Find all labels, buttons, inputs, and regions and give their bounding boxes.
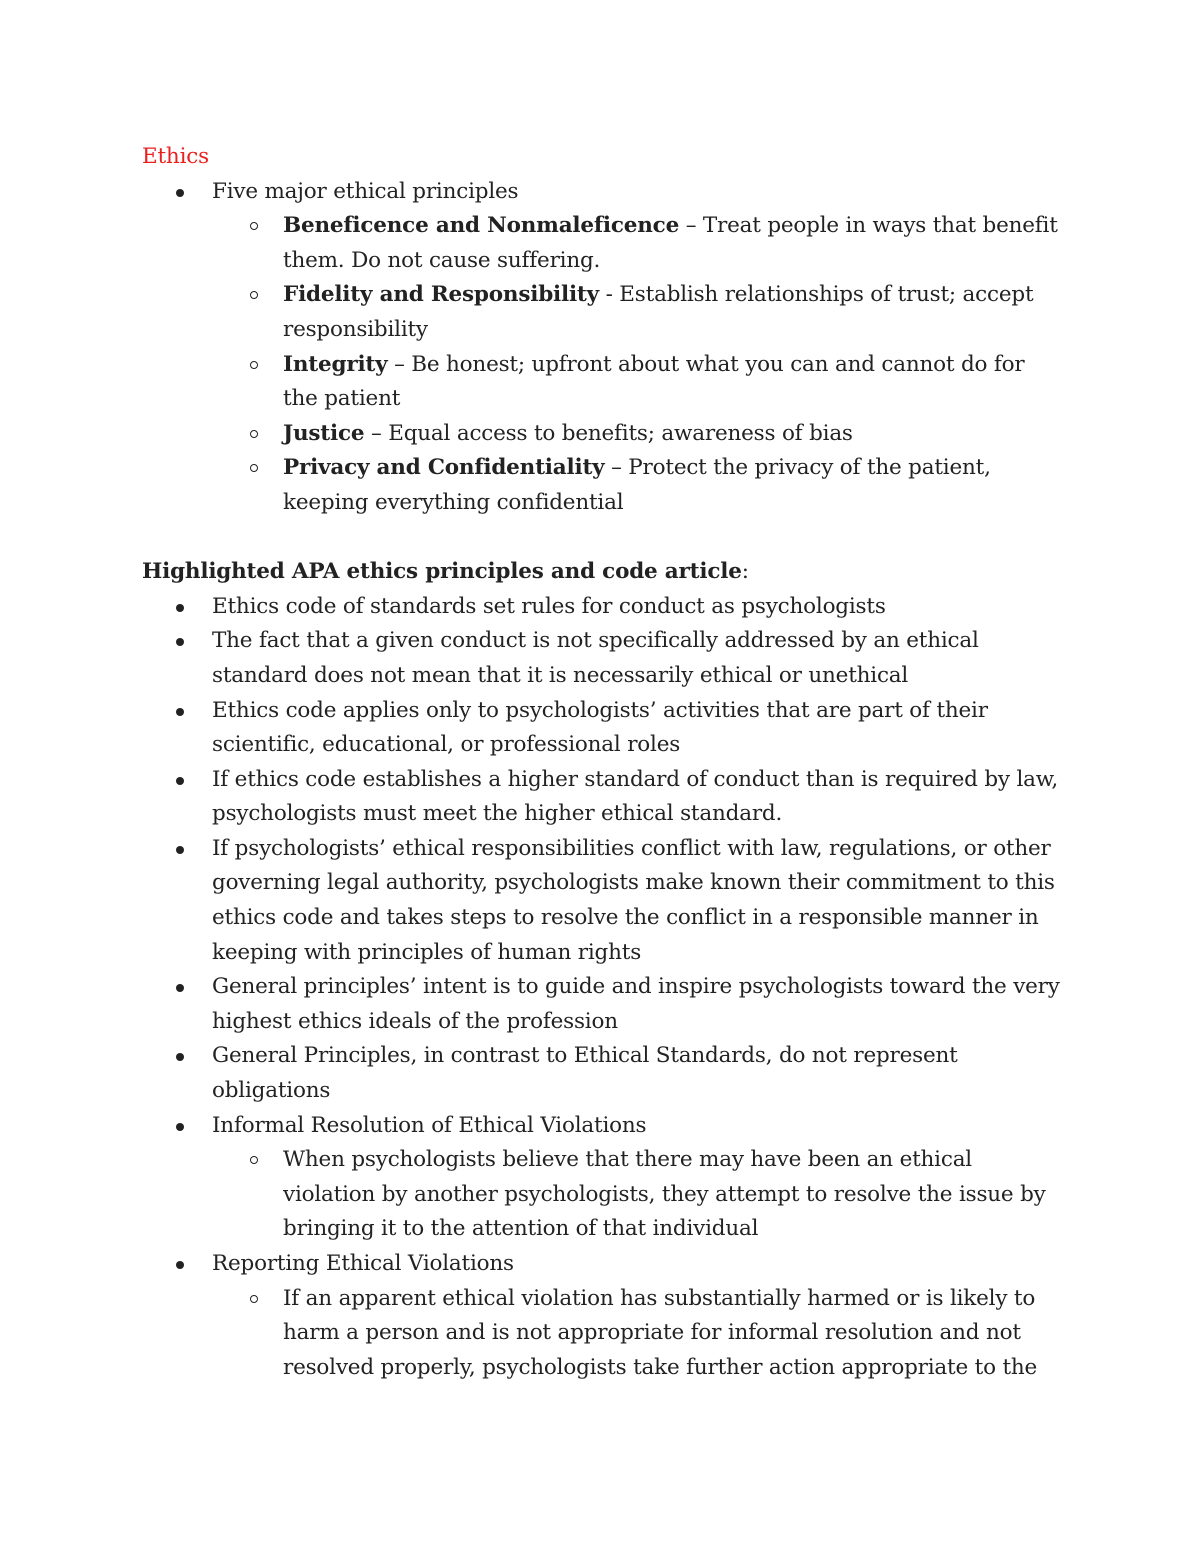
sub-list-item-text: If an apparent ethical violation has substantially harmed or is likely to harm a person and is not appropriate for informal resolution and not resolved properly, psychologists take further action appropriate to the xyxy=(283,1285,1038,1380)
bullet-icon xyxy=(176,1123,184,1131)
five-principles-label: Five major ethical principles xyxy=(212,178,519,204)
sub-list-item-text: When psychologists believe that there may have been an ethical violation by another psychologists, they attempt to resolve the issue by bringing it to the attention of that individual xyxy=(283,1147,1046,1242)
list-item-text: If psychologists’ ethical responsibilities conflict with law, regulations, or other governing legal authority, psychologists make known their commitment to this ethics code and takes steps to resolve the conflict in a responsible manner in keeping with principles of human rights xyxy=(212,835,1055,965)
list-item-text: Ethics code applies only to psychologists’ activities that are part of their scientific, educational, or professional roles xyxy=(212,697,988,758)
principle-item xyxy=(283,278,1062,347)
list-item xyxy=(212,832,1062,970)
hollow-bullet-icon xyxy=(250,291,258,299)
bullet-icon xyxy=(176,604,184,612)
bullet-icon xyxy=(176,1053,184,1061)
principle-desc: - Establish relationships of trust; accept responsibility xyxy=(283,282,1034,342)
bullet-icon xyxy=(176,984,184,992)
principles-sublist xyxy=(212,209,1062,520)
list-item xyxy=(212,1109,1062,1247)
bullet-icon xyxy=(176,846,184,854)
list-item-text: Informal Resolution of Ethical Violations xyxy=(212,1112,647,1138)
sublist xyxy=(212,1143,1062,1247)
principle-term: Integrity xyxy=(283,351,388,377)
principle-item xyxy=(283,209,1062,278)
bullet-icon xyxy=(176,708,184,716)
apa-list xyxy=(142,590,1062,1386)
list-item xyxy=(212,590,1062,625)
principle-desc: – Be honest; upfront about what you can and cannot do for the patient xyxy=(283,351,1025,412)
list-item xyxy=(212,970,1062,1039)
hollow-bullet-icon xyxy=(250,464,258,472)
hollow-bullet-icon xyxy=(250,1295,258,1303)
hollow-bullet-icon xyxy=(250,222,258,230)
principle-desc: – Treat people in ways that benefit them. Do not cause suffering. xyxy=(283,213,1058,273)
list-item-text: General Principles, in contrast to Ethical Standards, do not represent obligations xyxy=(212,1043,958,1104)
bullet-icon xyxy=(176,1261,184,1269)
list-item xyxy=(212,175,1062,521)
list-item xyxy=(212,694,1062,763)
hollow-bullet-icon xyxy=(250,1156,258,1164)
principle-item xyxy=(283,417,1062,452)
sub-list-item xyxy=(283,1282,1082,1386)
list-item xyxy=(212,1039,1062,1108)
bullet-icon xyxy=(176,777,184,785)
list-item xyxy=(212,624,1062,693)
hollow-bullet-icon xyxy=(250,361,258,369)
principle-desc: – Protect the privacy of the patient, keeping everything confidential xyxy=(283,455,991,515)
list-item-text: The fact that a given conduct is not specifically addressed by an ethical standard does not mean that it is necessarily ethical or unethical xyxy=(212,628,979,688)
principle-term: Justice xyxy=(283,420,365,446)
list-item-text: If ethics code establishes a higher standard of conduct than is required by law, psychologists must meet the higher ethical standard. xyxy=(212,766,1059,827)
list-item xyxy=(212,1247,1062,1385)
ethics-heading: Ethics xyxy=(142,144,209,169)
principle-term: Fidelity and Responsibility xyxy=(283,282,599,308)
sublist xyxy=(212,1282,1062,1386)
sub-list-item xyxy=(283,1143,1062,1247)
principle-desc: – Equal access to benefits; awareness of bias xyxy=(364,420,853,446)
principle-item xyxy=(283,451,1062,520)
principle-term: Privacy and Confidentiality xyxy=(283,455,605,481)
principle-item xyxy=(283,348,1062,417)
principle-term: Beneficence and Nonmaleficence xyxy=(283,213,680,239)
list-item-text: Reporting Ethical Violations xyxy=(212,1251,514,1276)
apa-heading-text: Highlighted APA ethics principles and code article xyxy=(142,559,742,585)
bullet-icon xyxy=(176,638,184,646)
list-item-text: General principles’ intent is to guide and inspire psychologists toward the very highest ethics ideals of the profession xyxy=(212,974,1060,1034)
document-body xyxy=(142,140,1062,1385)
apa-heading xyxy=(142,555,1062,590)
ethics-list xyxy=(142,175,1062,521)
section-spacer xyxy=(142,521,1062,556)
list-item-text: Ethics code of standards set rules for conduct as psychologists xyxy=(212,593,886,619)
hollow-bullet-icon xyxy=(250,430,258,438)
list-item xyxy=(212,763,1062,832)
bullet-icon xyxy=(176,189,184,197)
apa-heading-colon: : xyxy=(741,559,749,585)
